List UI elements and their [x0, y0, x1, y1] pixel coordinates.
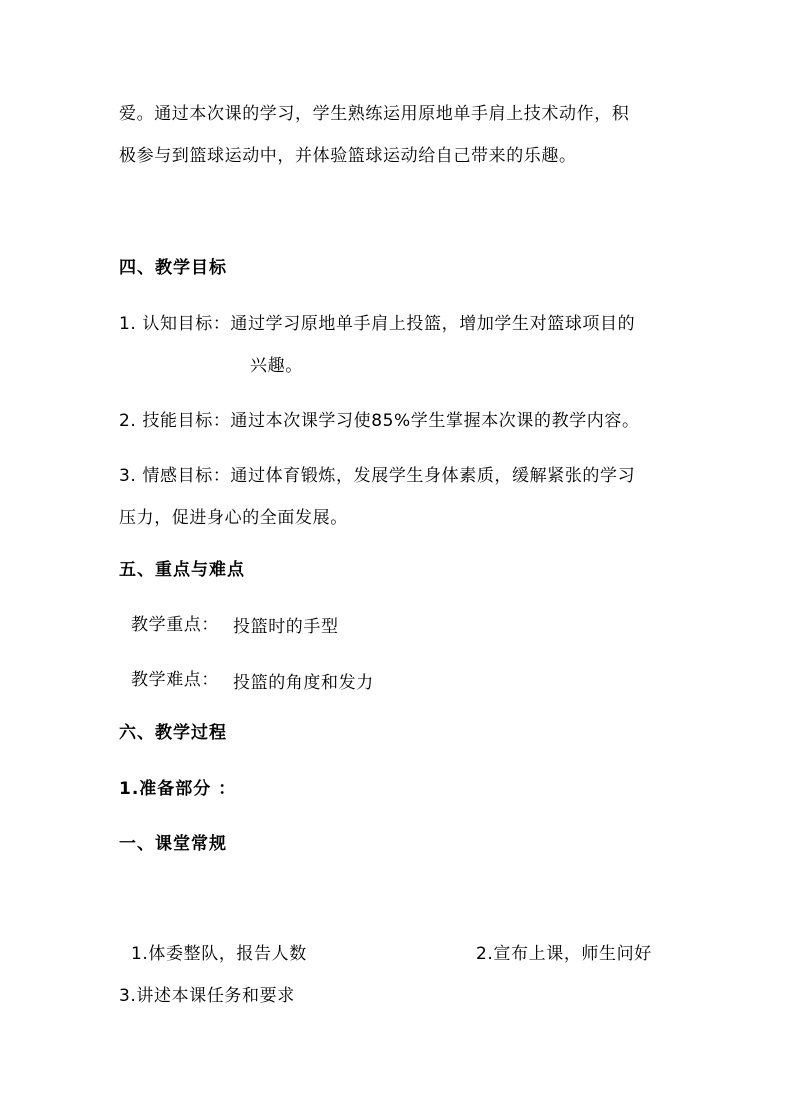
intro-line-1: 爱。通过本次课的学习，学生熟练运用原地单手肩上技术动作，积: [119, 104, 630, 124]
routine-step-3: 3.讲述本课任务和要求: [119, 986, 295, 1006]
objective-3-line-1: 3. 情感目标：通过体育锻炼，发展学生身体素质，缓解紧张的学习: [119, 466, 636, 486]
section-4-heading: 四、教学目标: [119, 258, 227, 278]
difficulty-value: 投篮的角度和发力: [233, 673, 374, 693]
key-point-label: 教学重点：: [131, 615, 219, 635]
routine-step-1: 1.体委整队，报告人数: [131, 944, 307, 964]
preparation-part-heading: 1.准备部分 ：: [119, 779, 237, 799]
difficulty-label: 教学难点：: [131, 670, 219, 690]
objective-1-line-2: 兴趣。: [250, 356, 303, 376]
objective-1-line-1: 1. 认知目标：通过学习原地单手肩上投篮，增加学生对篮球项目的: [119, 314, 636, 334]
routine-step-2: 2.宣布上课，师生问好: [476, 944, 652, 964]
objective-3-line-2: 压力，促进身心的全面发展。: [119, 508, 348, 528]
intro-line-2: 极参与到篮球运动中，并体验篮球运动给自己带来的乐趣。: [119, 146, 577, 166]
key-point-value: 投篮时的手型: [233, 617, 339, 637]
objective-2: 2. 技能目标：通过本次课学习使85%学生掌握本次课的教学内容。: [119, 411, 640, 431]
class-routine-heading: 一、课堂常规: [119, 834, 227, 854]
section-5-heading: 五、重点与难点: [119, 560, 245, 580]
section-6-heading: 六、教学过程: [119, 723, 227, 743]
